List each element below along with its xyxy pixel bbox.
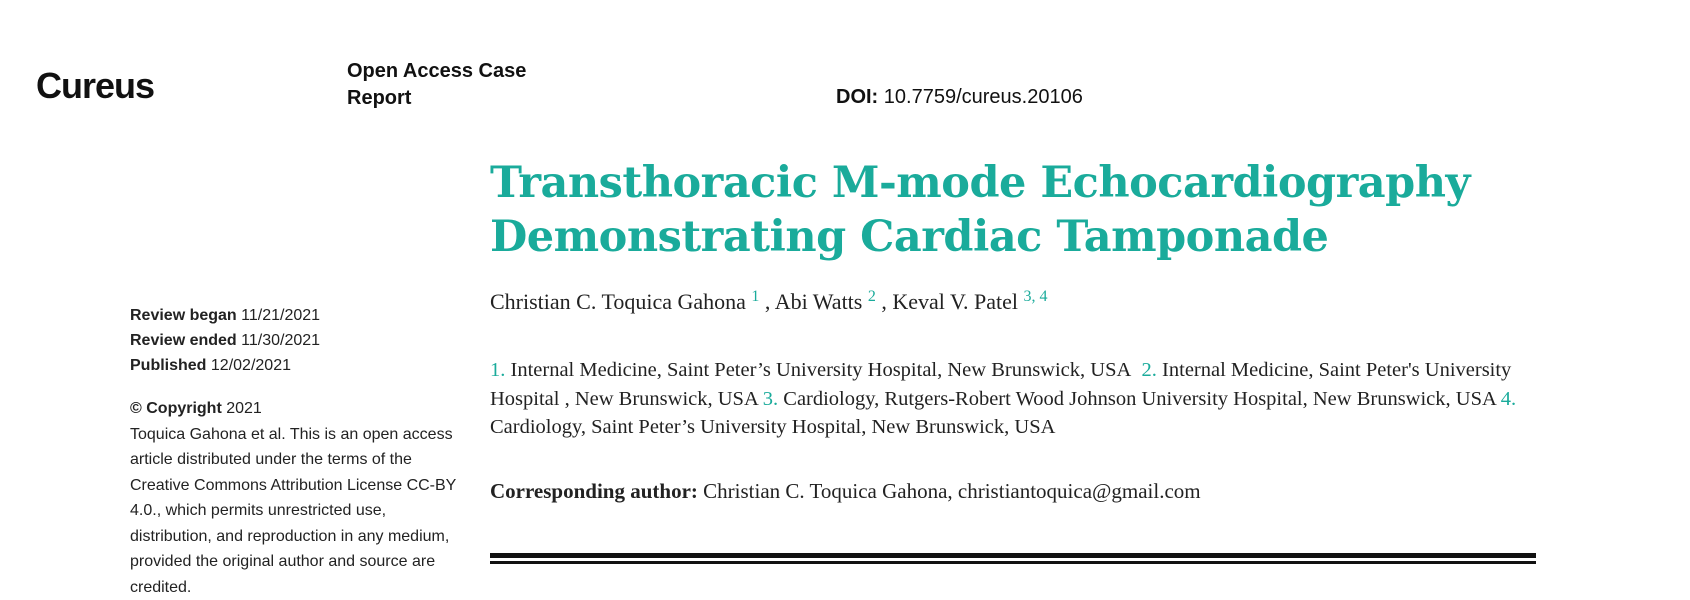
affiliation-text: Cardiology, Saint Peter’s University Hospital, New Brunswick, USA [490,416,1055,438]
author-list [490,288,1048,315]
review-began-label: Review began [130,307,237,324]
copyright-label: © Copyright [130,400,222,417]
author-name[interactable]: Keval V. Patel [892,289,1018,314]
corresponding-author-label: Corresponding author: [490,479,698,503]
header-divider-thick [490,553,1536,558]
author-affiliation-ref: 2 [868,288,876,305]
affiliation-number: 3. [763,388,778,410]
review-began-date: 11/21/2021 [241,307,320,324]
header-divider-thin [490,561,1536,564]
review-ended-date: 11/30/2021 [241,332,320,349]
published-label: Published [130,357,206,374]
review-dates [130,303,460,378]
journal-logo: Cureus [36,66,154,106]
doi-value[interactable]: 10.7759/cureus.20106 [884,86,1083,108]
corresponding-author-details[interactable]: Christian C. Toquica Gahona, christiantoquica@gmail.com [703,479,1200,503]
copyright-notice [130,396,460,600]
affiliation-number: 2. [1142,359,1157,381]
author-affiliation-ref: 1 [751,288,759,305]
author-separator: , [765,289,771,314]
article-title: Transthoracic M-mode Echocardiography Demonstrating Cardiac Tamponade [490,156,1590,264]
published [130,353,460,378]
affiliation-text: Cardiology, Rutgers-Robert Wood Johnson University Hospital, New Brunswick, USA [783,388,1495,410]
published-date: 12/02/2021 [211,357,291,374]
affiliations [490,356,1520,442]
affiliation-text: Internal Medicine, Saint Peter's University Hospital , New Brunswick, USA [490,359,1511,410]
article-type: Open Access Case Report [347,58,547,112]
review-ended [130,328,460,353]
corresponding-author [490,479,1201,504]
doi-label: DOI: [836,86,878,108]
copyright-year: 2021 [226,400,262,417]
review-began [130,303,460,328]
doi [836,86,1083,109]
author-name[interactable]: Abi Watts [775,289,863,314]
author-name[interactable]: Christian C. Toquica Gahona [490,289,746,314]
affiliation-text: Internal Medicine, Saint Peter’s University Hospital, New Brunswick, USA [511,359,1132,381]
author-separator: , [881,289,887,314]
affiliation-number: 1. [490,359,505,381]
review-ended-label: Review ended [130,332,237,349]
author-affiliation-ref: 3, 4 [1024,288,1048,305]
copyright-text: Toquica Gahona et al. This is an open access article distributed under the terms of the Creative Commons Attribution License CC-BY 4.0., which permits unrestricted use, distribution, and reproduction in any medium, provided the original author and source are credited. [130,422,460,600]
affiliation-number: 4. [1501,388,1516,410]
